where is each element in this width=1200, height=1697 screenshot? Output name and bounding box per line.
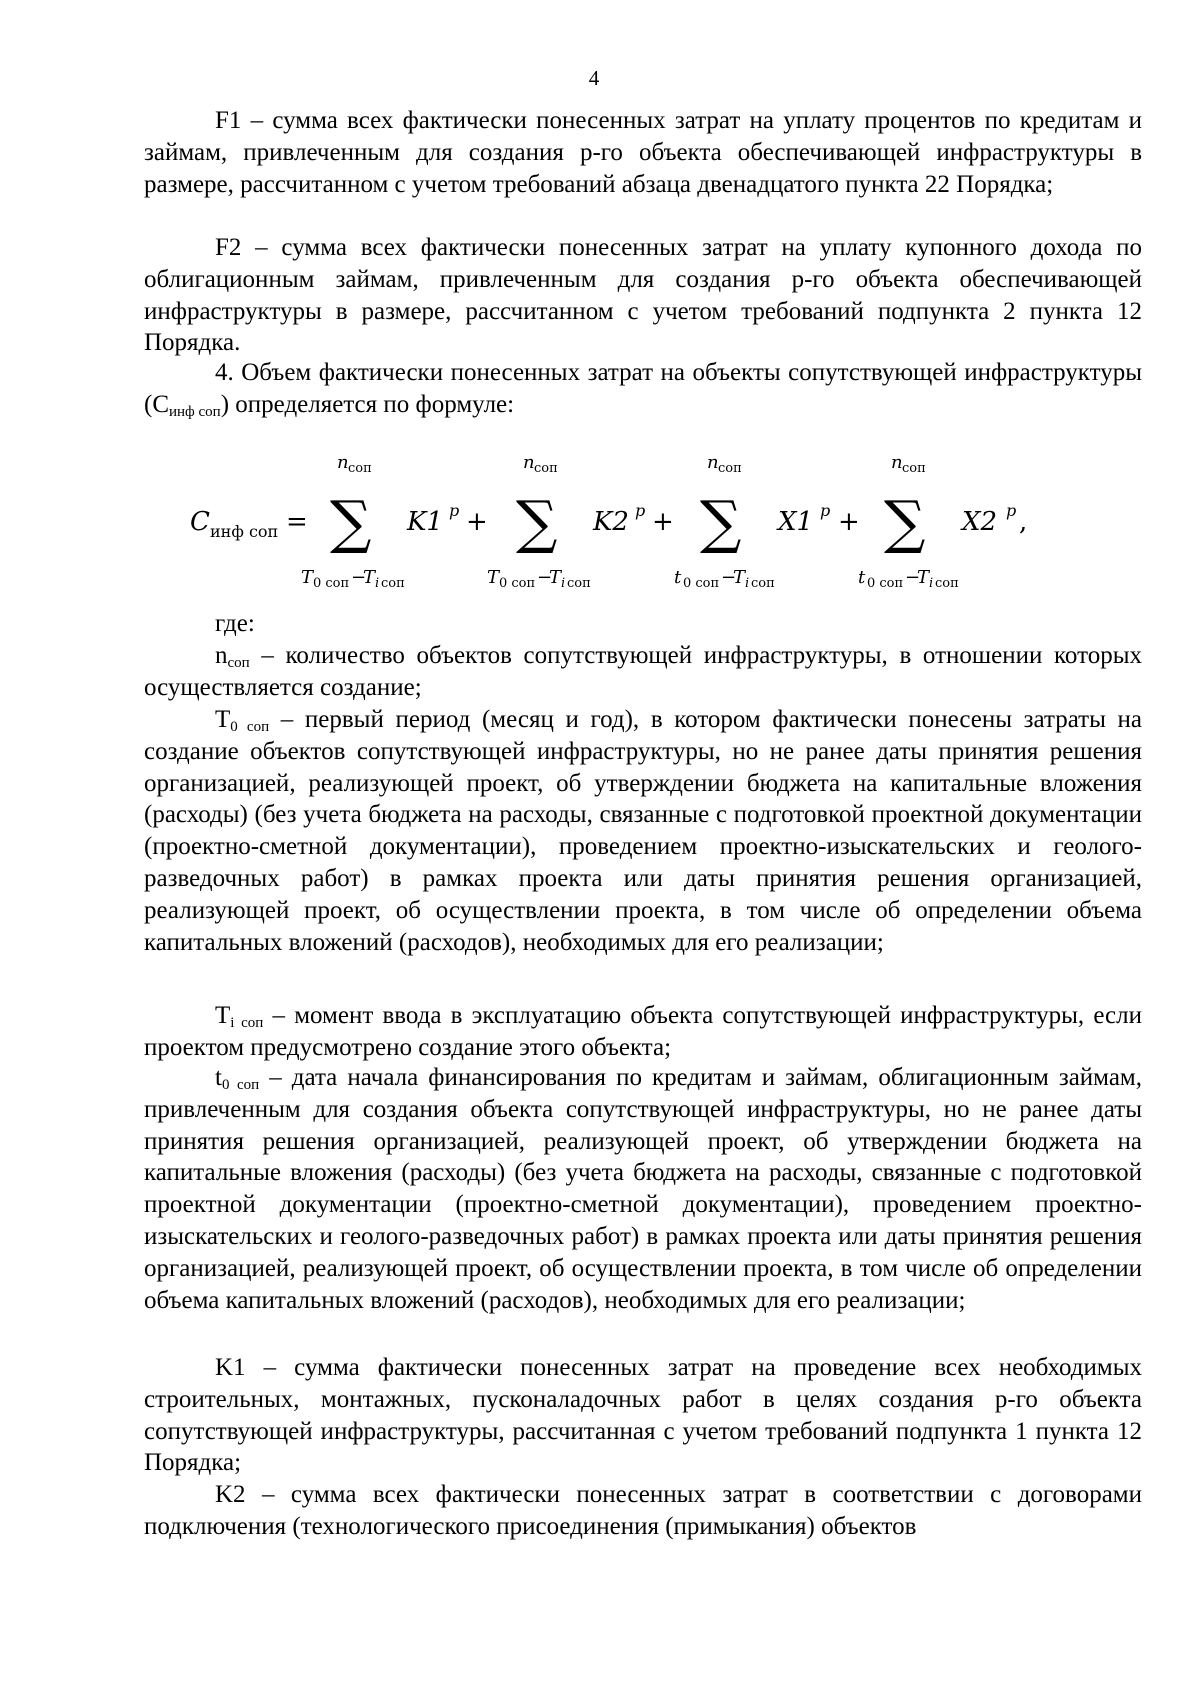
sum-3-term-name: X1 [778,507,814,537]
sum-2-lower-Ti: T [549,567,562,588]
t0small-subscript: 0 соп [221,1077,260,1093]
n-subscript: соп [227,655,250,671]
sum-4-lower-sub-i: i [929,576,934,591]
sum-2-term-sup: p [635,501,646,520]
sum-3-lower-t0: t [674,567,682,588]
paragraph-f1: F1 – сумма всех фактически понесенных затрат на уплату процентов по кредитам и займам, привлеченным для создания p-го объекта обеспечивающей инфраструктуры в размере, рассчитанном с учетом требований абзаца двенадцатого пункта 22 Порядка; [144,107,1142,198]
sum-4-upper-n: n [891,452,903,473]
sum-term-3 [674,452,860,591]
sum-2-lower-sub-rest: соп [567,576,591,591]
t0-symbol: T [215,706,231,733]
item4-text-after: ) определяется по формуле: [220,390,515,418]
sum-4-sigma: ∑ [884,488,926,556]
sum-3-lower-sub-rest: соп [751,576,775,591]
sum-4-lower-Ti: T [917,567,930,588]
sum-4-lower-minus: − [905,567,921,588]
paragraph-k2: K2 – сумма всех фактически понесенных затрат в соответствии с договорами подключения (технологического присоединения (примыкания) объектов [144,1481,1142,1540]
sum-4-lower-sub0: 0 соп [867,576,904,591]
sum-4-lower-t0: t [858,567,866,588]
t0small-symbol: t [215,1064,222,1091]
sum-1-lower-T0: T [301,567,314,588]
sum-1-operator: + [466,507,488,537]
sum-1-lower-sub-rest: соп [381,576,405,591]
t0small-definition-text: – дата начала финансирования по кредитам и займам, облигационным займам, привлеченным для создания объекта сопутствующей инфраструктуры, но не ранее даты принятия решения организацией, реализующей проект, об утверждении бюджета на капитальные вложения (расходы) (без учета бюджета на расходы, связанные с подготовкой проектной документации (проектно-сметной документации), проведением проектно-изыскательских и геолого-разведочных работ) в рамках проекта или даты принятия решения организацией, реализующей проект, об осуществлении проекта, в том числе об определении объема капитальных вложений (расходов), необходимых для его реализации; [144,1064,1142,1314]
sum-1-term-sup: p [449,501,460,520]
sum-3-lower-sub0: 0 соп [683,576,720,591]
sum-2-upper-n: n [523,452,535,473]
n-definition-text: – количество объектов сопутствующей инфраструктуры, в отношении которых осуществляется создание; [144,642,1142,701]
paragraph-item-4 [144,357,1142,421]
sum-3-term-sup: p [820,501,831,520]
formula [144,452,1144,591]
formula-lhs: C [190,507,210,537]
sum-2-operator: + [652,507,674,537]
paragraph-f2: F2 – сумма всех фактически понесенных затрат на уплату купонного дохода по облигационным займам, привлеченным для создания p-го объекта обеспечивающей инфраструктуры в размере, рассчитанном с учетом требований подпункта 2 пункта 12 Порядка. [144,234,1142,357]
paragraph-ti-definition [144,1000,1142,1064]
sum-1-upper-sub: соп [348,461,372,476]
sum-term-2 [487,452,674,591]
ti-definition-text: – момент ввода в эксплуатацию объекта сопутствующей инфраструктуры, если проектом предусмотрено создание этого объекта; [144,1002,1142,1061]
sum-4-lower-sub-rest: соп [935,576,959,591]
sum-3-lower-minus: − [721,567,737,588]
sum-3-lower-Ti: T [733,567,746,588]
sum-2-lower-minus: − [537,567,553,588]
sum-1-lower-minus: − [351,567,367,588]
sum-3-upper-sub: соп [718,461,742,476]
paragraph-where: где: [215,610,255,637]
sum-1-lower-sub0: 0 соп [313,576,350,591]
sum-2-upper-sub: соп [534,461,558,476]
sum-3-lower-sub-i: i [745,576,750,591]
sum-term-1 [301,452,488,591]
sum-4-trailing-comma: , [1019,507,1028,537]
sum-1-upper-n: n [337,452,349,473]
sum-2-sigma: ∑ [516,488,558,556]
ti-subscript: i соп [230,1015,264,1031]
n-symbol: n [215,642,228,669]
formula-equals: = [286,507,308,537]
sum-2-lower-T0: T [487,567,500,588]
formula-lhs-subscript: инф соп [210,522,279,541]
sum-3-upper-n: n [707,452,719,473]
sum-3-sigma: ∑ [700,488,742,556]
sum-2-lower-sub-i: i [561,576,566,591]
sum-1-lower-sub-i: i [375,576,380,591]
paragraph-n-definition [144,640,1142,704]
sum-4-term-name: X2 [962,507,998,537]
ti-symbol: T [215,1002,231,1029]
sum-1-term-name: K1 [407,507,443,537]
sum-4-upper-sub: соп [902,461,926,476]
paragraph-t0small-definition [144,1062,1142,1316]
sum-2-lower-sub0: 0 соп [499,576,536,591]
item4-text-before: 4. Объем фактически понесенных затрат на объекты сопутствующей инфраструктуры (С [144,359,1142,418]
paragraph-k1: K1 – сумма фактически понесенных затрат на проведение всех необходимых строительных, монтажных, пусконаладочных работ в целях создания p-го объекта сопутствующей инфраструктуры, рассчитанная с учетом требований подпункта 1 пункта 12 Порядка; [144,1354,1142,1477]
sum-1-sigma: ∑ [330,488,372,556]
page-number: 4 [588,66,600,90]
formula-svg [144,452,1144,591]
sum-1-lower-Ti: T [363,567,376,588]
sum-term-4 [858,452,1027,591]
item4-subscript: инф соп [169,403,221,420]
sum-3-operator: + [838,507,860,537]
t0-definition-text: – первый период (месяц и год), в котором фактически понесены затраты на создание объектов сопутствующей инфраструктуры, но не ранее даты принятия решения организацией, реализующей проект, об утверждении бюджета на капитальные вложения (расходы) (без учета бюджета на расходы, связанные с подготовкой проектной документации (проектно-сметной документации), проведением проектно-изыскательских и геолого-разведочных работ) в рамках проекта или даты принятия решения организацией, реализующей проект, об осуществлении проекта, в том числе об определении объема капитальных вложений (расходов), необходимых для его реализации; [144,706,1142,956]
t0-subscript: 0 соп [230,719,270,735]
sum-4-term-sup: p [1006,501,1017,520]
paragraph-t0-definition [144,704,1142,958]
sum-2-term-name: K2 [593,507,629,537]
